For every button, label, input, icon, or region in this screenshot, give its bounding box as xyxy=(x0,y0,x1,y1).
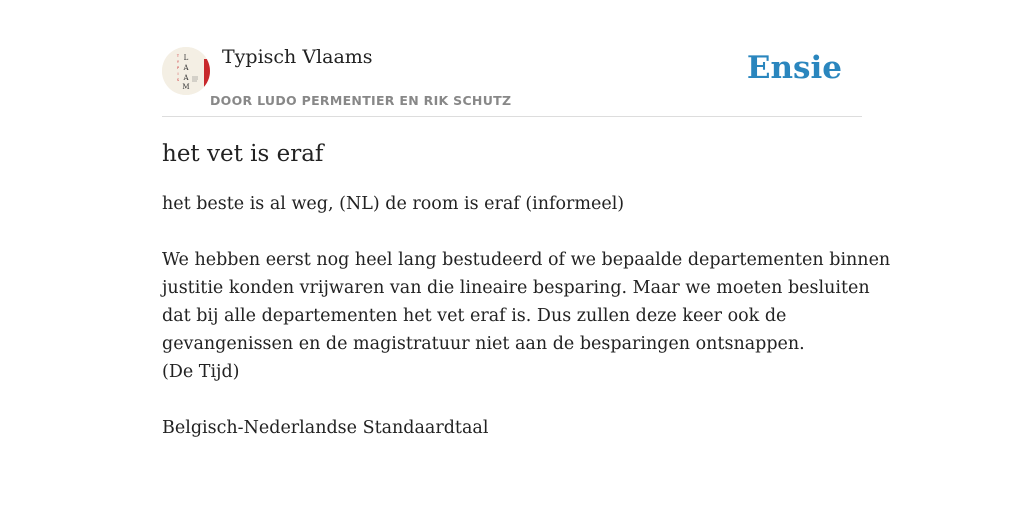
entry-example xyxy=(162,246,891,386)
svg-text:A: A xyxy=(183,74,189,82)
example-line: We hebben eerst nog heel lang bestudeerd of we bepaalde departementen binnen xyxy=(162,250,891,270)
book-authors: DOOR LUDO PERMENTIER EN RIK SCHUTZ xyxy=(210,93,512,108)
book-cover-icon[interactable] xyxy=(162,47,210,95)
svg-text:S: S xyxy=(176,78,180,82)
header xyxy=(162,40,862,117)
svg-text:P: P xyxy=(176,66,180,70)
example-line: dat bij alle departementen het vet eraf is. Dus zullen deze keer ook de xyxy=(162,306,787,326)
entry-meaning: het beste is al weg, (NL) de room is eraf (informeel) xyxy=(162,194,625,214)
example-line: justitie konden vrijwaren van die lineaire besparing. Maar we moeten besluiten xyxy=(162,278,870,298)
svg-text:I: I xyxy=(177,72,179,76)
entry-register: Belgisch-Nederlandse Standaardtaal xyxy=(162,418,489,438)
entry xyxy=(162,138,891,442)
svg-text:A: A xyxy=(183,64,189,72)
book-title[interactable]: Typisch Vlaams xyxy=(222,46,373,68)
ensie-logo-link[interactable]: Ensie xyxy=(746,50,842,86)
svg-text:T: T xyxy=(176,54,180,58)
svg-text:L: L xyxy=(183,54,189,62)
example-line: gevangenissen en de magistratuur niet aan de besparingen ontsnappen. xyxy=(162,334,805,354)
example-source: (De Tijd) xyxy=(162,362,240,382)
svg-text:M: M xyxy=(182,83,190,91)
svg-text:Y: Y xyxy=(176,60,180,64)
entry-term: het vet is eraf xyxy=(162,141,324,167)
